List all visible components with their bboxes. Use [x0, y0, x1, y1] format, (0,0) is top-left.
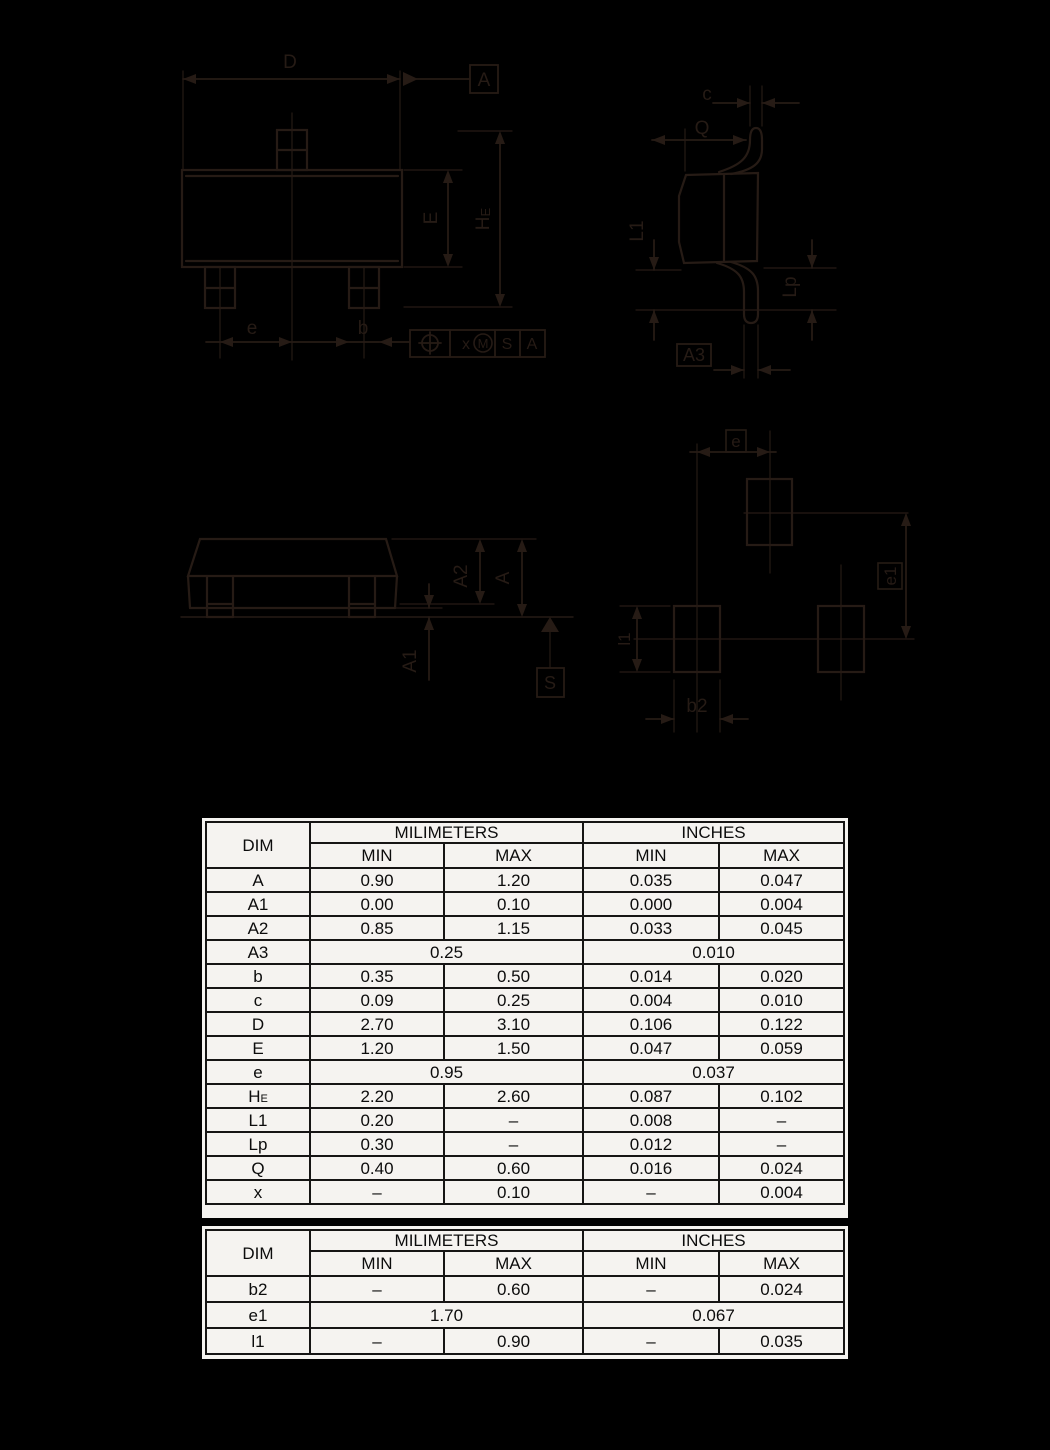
arrowhead-icon — [762, 98, 775, 108]
dim-cell: A2 — [206, 916, 310, 940]
position-tolerance-icon — [419, 332, 441, 354]
table-header-row — [206, 822, 844, 843]
header-mm-max: MAX — [444, 843, 583, 868]
arrowhead-icon — [336, 337, 349, 347]
fcf-s-label: S — [501, 336, 513, 353]
in-min-cell: 0.008 — [583, 1108, 719, 1132]
header-inches: INCHES — [583, 822, 844, 843]
arrowhead-icon — [220, 337, 233, 347]
header-in-max: MAX — [719, 843, 844, 868]
in-max-cell: 0.045 — [719, 916, 844, 940]
in-max-cell: 0.059 — [719, 1036, 844, 1060]
front-view — [181, 539, 573, 697]
svg-text:M: M — [477, 336, 489, 351]
arrowhead-icon — [475, 591, 485, 604]
in-min-cell: 0.033 — [583, 916, 719, 940]
header-mm-max: MAX — [444, 1251, 583, 1276]
dim-label-A: A — [493, 571, 514, 585]
arrowhead-icon — [757, 447, 770, 457]
dim-row-he — [206, 1084, 844, 1108]
header-dim: DIM — [206, 1230, 310, 1276]
in-value-cell: 0.067 — [583, 1302, 844, 1328]
mm-max-cell: 0.10 — [444, 892, 583, 916]
arrowhead-icon — [387, 74, 400, 84]
dim-label-HE: HE — [473, 207, 494, 231]
in-min-cell: 0.000 — [583, 892, 719, 916]
table-header-row — [206, 1230, 844, 1251]
dimension-table — [202, 818, 848, 1218]
dim-row-e — [206, 1060, 844, 1084]
in-min-cell: 0.016 — [583, 1156, 719, 1180]
top-view — [182, 52, 545, 360]
in-min-cell: 0.087 — [583, 1084, 719, 1108]
dimension-table-grid — [205, 1229, 845, 1355]
in-max-cell: 0.010 — [719, 988, 844, 1012]
in-max-cell: 0.024 — [719, 1156, 844, 1180]
arrowhead-icon — [661, 714, 674, 724]
in-min-cell: 0.014 — [583, 964, 719, 988]
dim-row-l1 — [206, 1328, 844, 1354]
in-max-cell: 0.004 — [719, 892, 844, 916]
lead-top — [750, 128, 762, 140]
arrowhead-icon — [720, 714, 733, 724]
header-in-min: MIN — [583, 1251, 719, 1276]
mm-max-cell: 0.50 — [444, 964, 583, 988]
arrowhead-icon — [424, 595, 434, 608]
mm-value-cell: 0.95 — [310, 1060, 583, 1084]
dim-label-b2: b2 — [686, 696, 708, 717]
dim-label-c: c — [702, 84, 712, 105]
fcf-x-label: x — [462, 336, 470, 353]
arrowhead-icon — [737, 98, 750, 108]
side-view — [627, 84, 836, 378]
arrowhead-icon — [632, 606, 642, 619]
mm-min-cell: 0.09 — [310, 988, 444, 1012]
dim-row-x — [206, 1180, 844, 1204]
in-min-cell: 0.012 — [583, 1132, 719, 1156]
dim-label-e1: e1 — [881, 566, 900, 586]
dim-cell: A1 — [206, 892, 310, 916]
mm-min-cell: – — [310, 1180, 444, 1204]
in-max-cell: 0.024 — [719, 1276, 844, 1302]
mm-min-cell: 0.35 — [310, 964, 444, 988]
header-inches: INCHES — [583, 1230, 844, 1251]
arrowhead-icon — [697, 447, 710, 457]
mm-min-cell: – — [310, 1276, 444, 1302]
arrowhead-icon — [758, 365, 771, 375]
datum-triangle-icon — [541, 617, 559, 632]
in-min-cell: 0.035 — [583, 868, 719, 892]
mm-max-cell: 1.50 — [444, 1036, 583, 1060]
in-max-cell: – — [719, 1132, 844, 1156]
mm-min-cell: 0.20 — [310, 1108, 444, 1132]
dim-cell: e1 — [206, 1302, 310, 1328]
datum-a-label: A — [477, 70, 491, 91]
dim-cell: c — [206, 988, 310, 1012]
mm-min-cell: 0.00 — [310, 892, 444, 916]
header-in-max: MAX — [719, 1251, 844, 1276]
dim-row-a3 — [206, 940, 844, 964]
arrowhead-icon — [649, 257, 659, 270]
in-max-cell: 0.102 — [719, 1084, 844, 1108]
dim-cell: Q — [206, 1156, 310, 1180]
mm-max-cell: – — [444, 1132, 583, 1156]
arrowhead-icon — [443, 254, 453, 267]
dim-label-L1: L1 — [627, 220, 648, 242]
arrowhead-icon — [183, 74, 196, 84]
dim-cell: L1 — [206, 1108, 310, 1132]
dim-label-l1: l1 — [615, 632, 634, 646]
arrowhead-icon — [731, 365, 744, 375]
header-milimeters: MILIMETERS — [310, 1230, 583, 1251]
dim-label-D: D — [283, 52, 297, 73]
arrowhead-icon — [443, 170, 453, 183]
dim-cell: e — [206, 1060, 310, 1084]
dim-label-A1: A1 — [400, 649, 421, 673]
dim-label-e: e — [246, 318, 258, 339]
arrowhead-icon — [424, 617, 434, 630]
arrowhead-icon — [517, 539, 527, 552]
mm-max-cell: 0.90 — [444, 1328, 583, 1354]
in-max-cell: 0.047 — [719, 868, 844, 892]
arrowhead-icon — [901, 626, 911, 639]
arrowhead-icon — [652, 135, 665, 145]
mm-min-cell: 1.20 — [310, 1036, 444, 1060]
dim-cell: A3 — [206, 940, 310, 964]
header-mm-min: MIN — [310, 843, 444, 868]
mm-value-cell: 0.25 — [310, 940, 583, 964]
package-body-front — [188, 539, 397, 576]
mm-min-cell: 2.20 — [310, 1084, 444, 1108]
arrowhead-icon — [733, 135, 746, 145]
mm-max-cell: 0.25 — [444, 988, 583, 1012]
dim-label-A2: A2 — [451, 564, 472, 588]
dim-label-E: E — [421, 211, 442, 225]
mm-max-cell: 0.10 — [444, 1180, 583, 1204]
mm-max-cell: 3.10 — [444, 1012, 583, 1036]
in-max-cell: 0.004 — [719, 1180, 844, 1204]
in-min-cell: 0.004 — [583, 988, 719, 1012]
arrowhead-icon — [379, 337, 392, 347]
arrowhead-icon — [495, 131, 505, 144]
in-value-cell: 0.010 — [583, 940, 844, 964]
header-milimeters: MILIMETERS — [310, 822, 583, 843]
mm-max-cell: 1.20 — [444, 868, 583, 892]
in-max-cell: 0.035 — [719, 1328, 844, 1354]
mm-min-cell: 0.85 — [310, 916, 444, 940]
package-body-side — [679, 173, 758, 263]
mm-max-cell: 2.60 — [444, 1084, 583, 1108]
dim-label-A3: A3 — [682, 345, 706, 365]
mm-min-cell: 0.90 — [310, 868, 444, 892]
arrowhead-icon — [807, 255, 817, 268]
dim-row-b — [206, 964, 844, 988]
arrowhead-icon — [807, 310, 817, 323]
mm-max-cell: 0.60 — [444, 1156, 583, 1180]
dim-label-Q: Q — [694, 118, 710, 139]
dim-cell: l1 — [206, 1328, 310, 1354]
dim-row-l1 — [206, 1108, 844, 1132]
in-min-cell: – — [583, 1180, 719, 1204]
dim-row-lp — [206, 1132, 844, 1156]
land-pattern — [615, 430, 914, 732]
dimension-table-grid — [205, 821, 845, 1205]
arrowhead-icon — [495, 294, 505, 307]
dim-cell: D — [206, 1012, 310, 1036]
fcf-a-label: A — [526, 336, 538, 353]
dim-cell: x — [206, 1180, 310, 1204]
mm-min-cell: 2.70 — [310, 1012, 444, 1036]
datum-s-label: S — [543, 673, 557, 693]
in-min-cell: 0.047 — [583, 1036, 719, 1060]
in-min-cell: – — [583, 1276, 719, 1302]
dim-label-e: e — [731, 432, 741, 451]
header-dim: DIM — [206, 822, 310, 868]
in-max-cell: 0.122 — [719, 1012, 844, 1036]
in-min-cell: – — [583, 1328, 719, 1354]
arrowhead-icon — [475, 539, 485, 552]
in-min-cell: 0.106 — [583, 1012, 719, 1036]
dim-row-a1 — [206, 892, 844, 916]
mm-max-cell: 0.60 — [444, 1276, 583, 1302]
dim-cell: Lp — [206, 1132, 310, 1156]
dim-row-e1 — [206, 1302, 844, 1328]
header-mm-min: MIN — [310, 1251, 444, 1276]
dim-cell: b — [206, 964, 310, 988]
mmc-symbol-icon — [474, 334, 492, 352]
arrowhead-icon — [632, 659, 642, 672]
land-pattern-dimension-table — [202, 1226, 848, 1359]
feature-control-frame — [410, 330, 545, 357]
arrowhead-icon — [279, 337, 292, 347]
dim-row-b2 — [206, 1276, 844, 1302]
dim-label-Lp: Lp — [780, 276, 801, 298]
arrowhead-icon — [517, 604, 527, 617]
dim-row-a2 — [206, 916, 844, 940]
mm-min-cell: 0.30 — [310, 1132, 444, 1156]
dim-subscript: E — [260, 1092, 268, 1105]
in-value-cell: 0.037 — [583, 1060, 844, 1084]
mm-min-cell: – — [310, 1328, 444, 1354]
dim-cell: b2 — [206, 1276, 310, 1302]
dim-label-b: b — [357, 318, 369, 339]
dim-row-d — [206, 1012, 844, 1036]
mm-value-cell: 1.70 — [310, 1302, 583, 1328]
in-max-cell: 0.020 — [719, 964, 844, 988]
dim-row-e — [206, 1036, 844, 1060]
header-in-min: MIN — [583, 843, 719, 868]
mm-min-cell: 0.40 — [310, 1156, 444, 1180]
dim-row-a — [206, 868, 844, 892]
in-max-cell: – — [719, 1108, 844, 1132]
mm-max-cell: 1.15 — [444, 916, 583, 940]
dim-row-c — [206, 988, 844, 1012]
arrowhead-icon — [901, 513, 911, 526]
dim-row-q — [206, 1156, 844, 1180]
dim-cell: E — [206, 1036, 310, 1060]
arrowhead-icon — [649, 310, 659, 323]
dim-cell: HE — [206, 1084, 310, 1108]
dim-cell: A — [206, 868, 310, 892]
mm-max-cell: – — [444, 1108, 583, 1132]
